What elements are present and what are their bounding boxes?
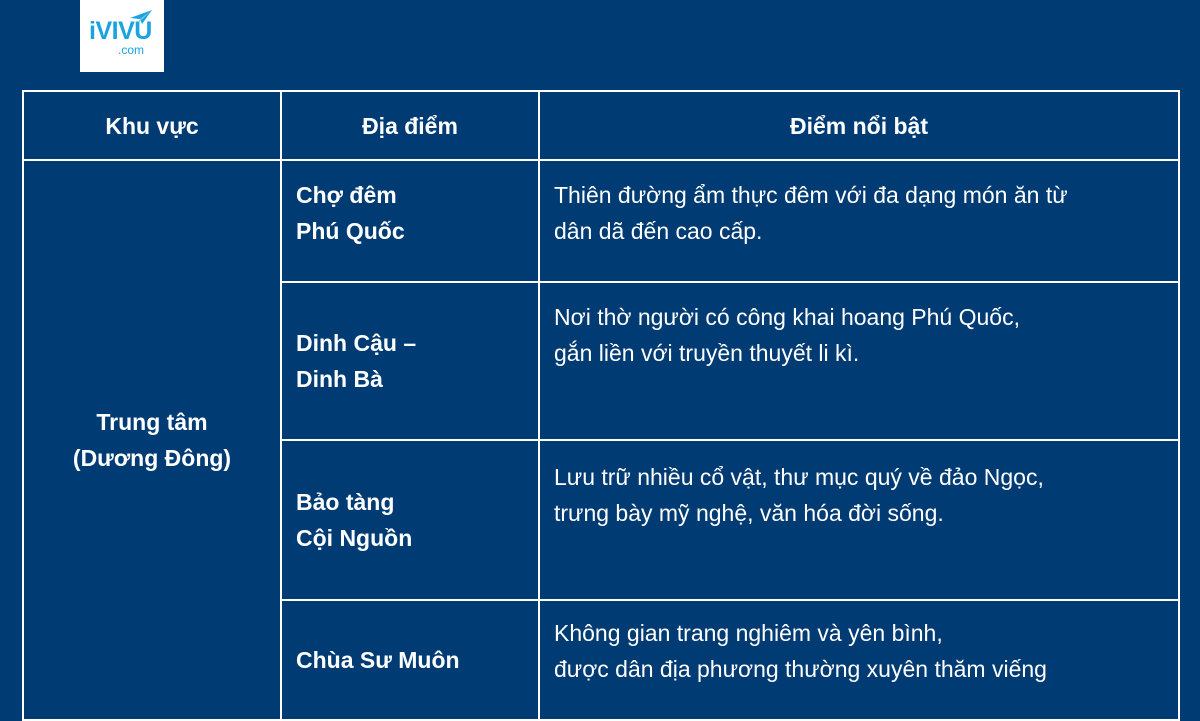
place-line: Dinh Cậu – <box>296 330 417 356</box>
logo-wordmark: iVIVU <box>89 17 152 45</box>
highlight-line: trưng bày mỹ nghệ, văn hóa đời sống. <box>554 500 944 526</box>
place-line: Bảo tàng <box>296 489 395 515</box>
ivivu-logo <box>80 0 164 72</box>
place-line: Dinh Bà <box>296 366 383 392</box>
highlight-line: gắn liền với truyền thuyết li kì. <box>554 340 860 366</box>
table-row <box>23 160 1179 282</box>
area-subname: (Dương Đông) <box>72 445 232 471</box>
highlight-cell <box>539 282 1179 440</box>
highlight-cell <box>539 600 1179 720</box>
places-table <box>22 90 1180 721</box>
place-line: Cội Nguồn <box>296 525 413 551</box>
place-cell <box>281 160 539 282</box>
header-area: Khu vực <box>23 91 281 160</box>
header-place: Địa điểm <box>281 91 539 160</box>
highlight-line: Lưu trữ nhiều cổ vật, thư mục quý về đảo Ngọc, <box>554 464 1044 490</box>
highlight-cell <box>539 160 1179 282</box>
place-line: Chùa Sư Muôn <box>296 647 460 673</box>
place-cell <box>281 600 539 720</box>
place-line: Phú Quốc <box>296 218 405 244</box>
highlight-cell <box>539 440 1179 600</box>
place-cell <box>281 440 539 600</box>
place-line: Chợ đêm <box>296 182 397 208</box>
highlight-line: dân dã đến cao cấp. <box>554 218 763 244</box>
area-name: Trung tâm <box>96 409 208 435</box>
header-highlight: Điểm nổi bật <box>539 91 1179 160</box>
logo-domain: .com <box>118 43 145 57</box>
highlight-line: Không gian trang nghiêm và yên bình, <box>554 620 943 646</box>
area-cell <box>23 160 281 720</box>
highlight-line: Thiên đường ẩm thực đêm với đa dạng món ăn từ <box>554 182 1068 208</box>
highlight-line: được dân địa phương thường xuyên thăm viếng <box>554 656 1047 682</box>
table-header-row <box>23 91 1179 160</box>
highlight-line: Nơi thờ người có công khai hoang Phú Quốc, <box>554 304 1020 330</box>
place-cell <box>281 282 539 440</box>
